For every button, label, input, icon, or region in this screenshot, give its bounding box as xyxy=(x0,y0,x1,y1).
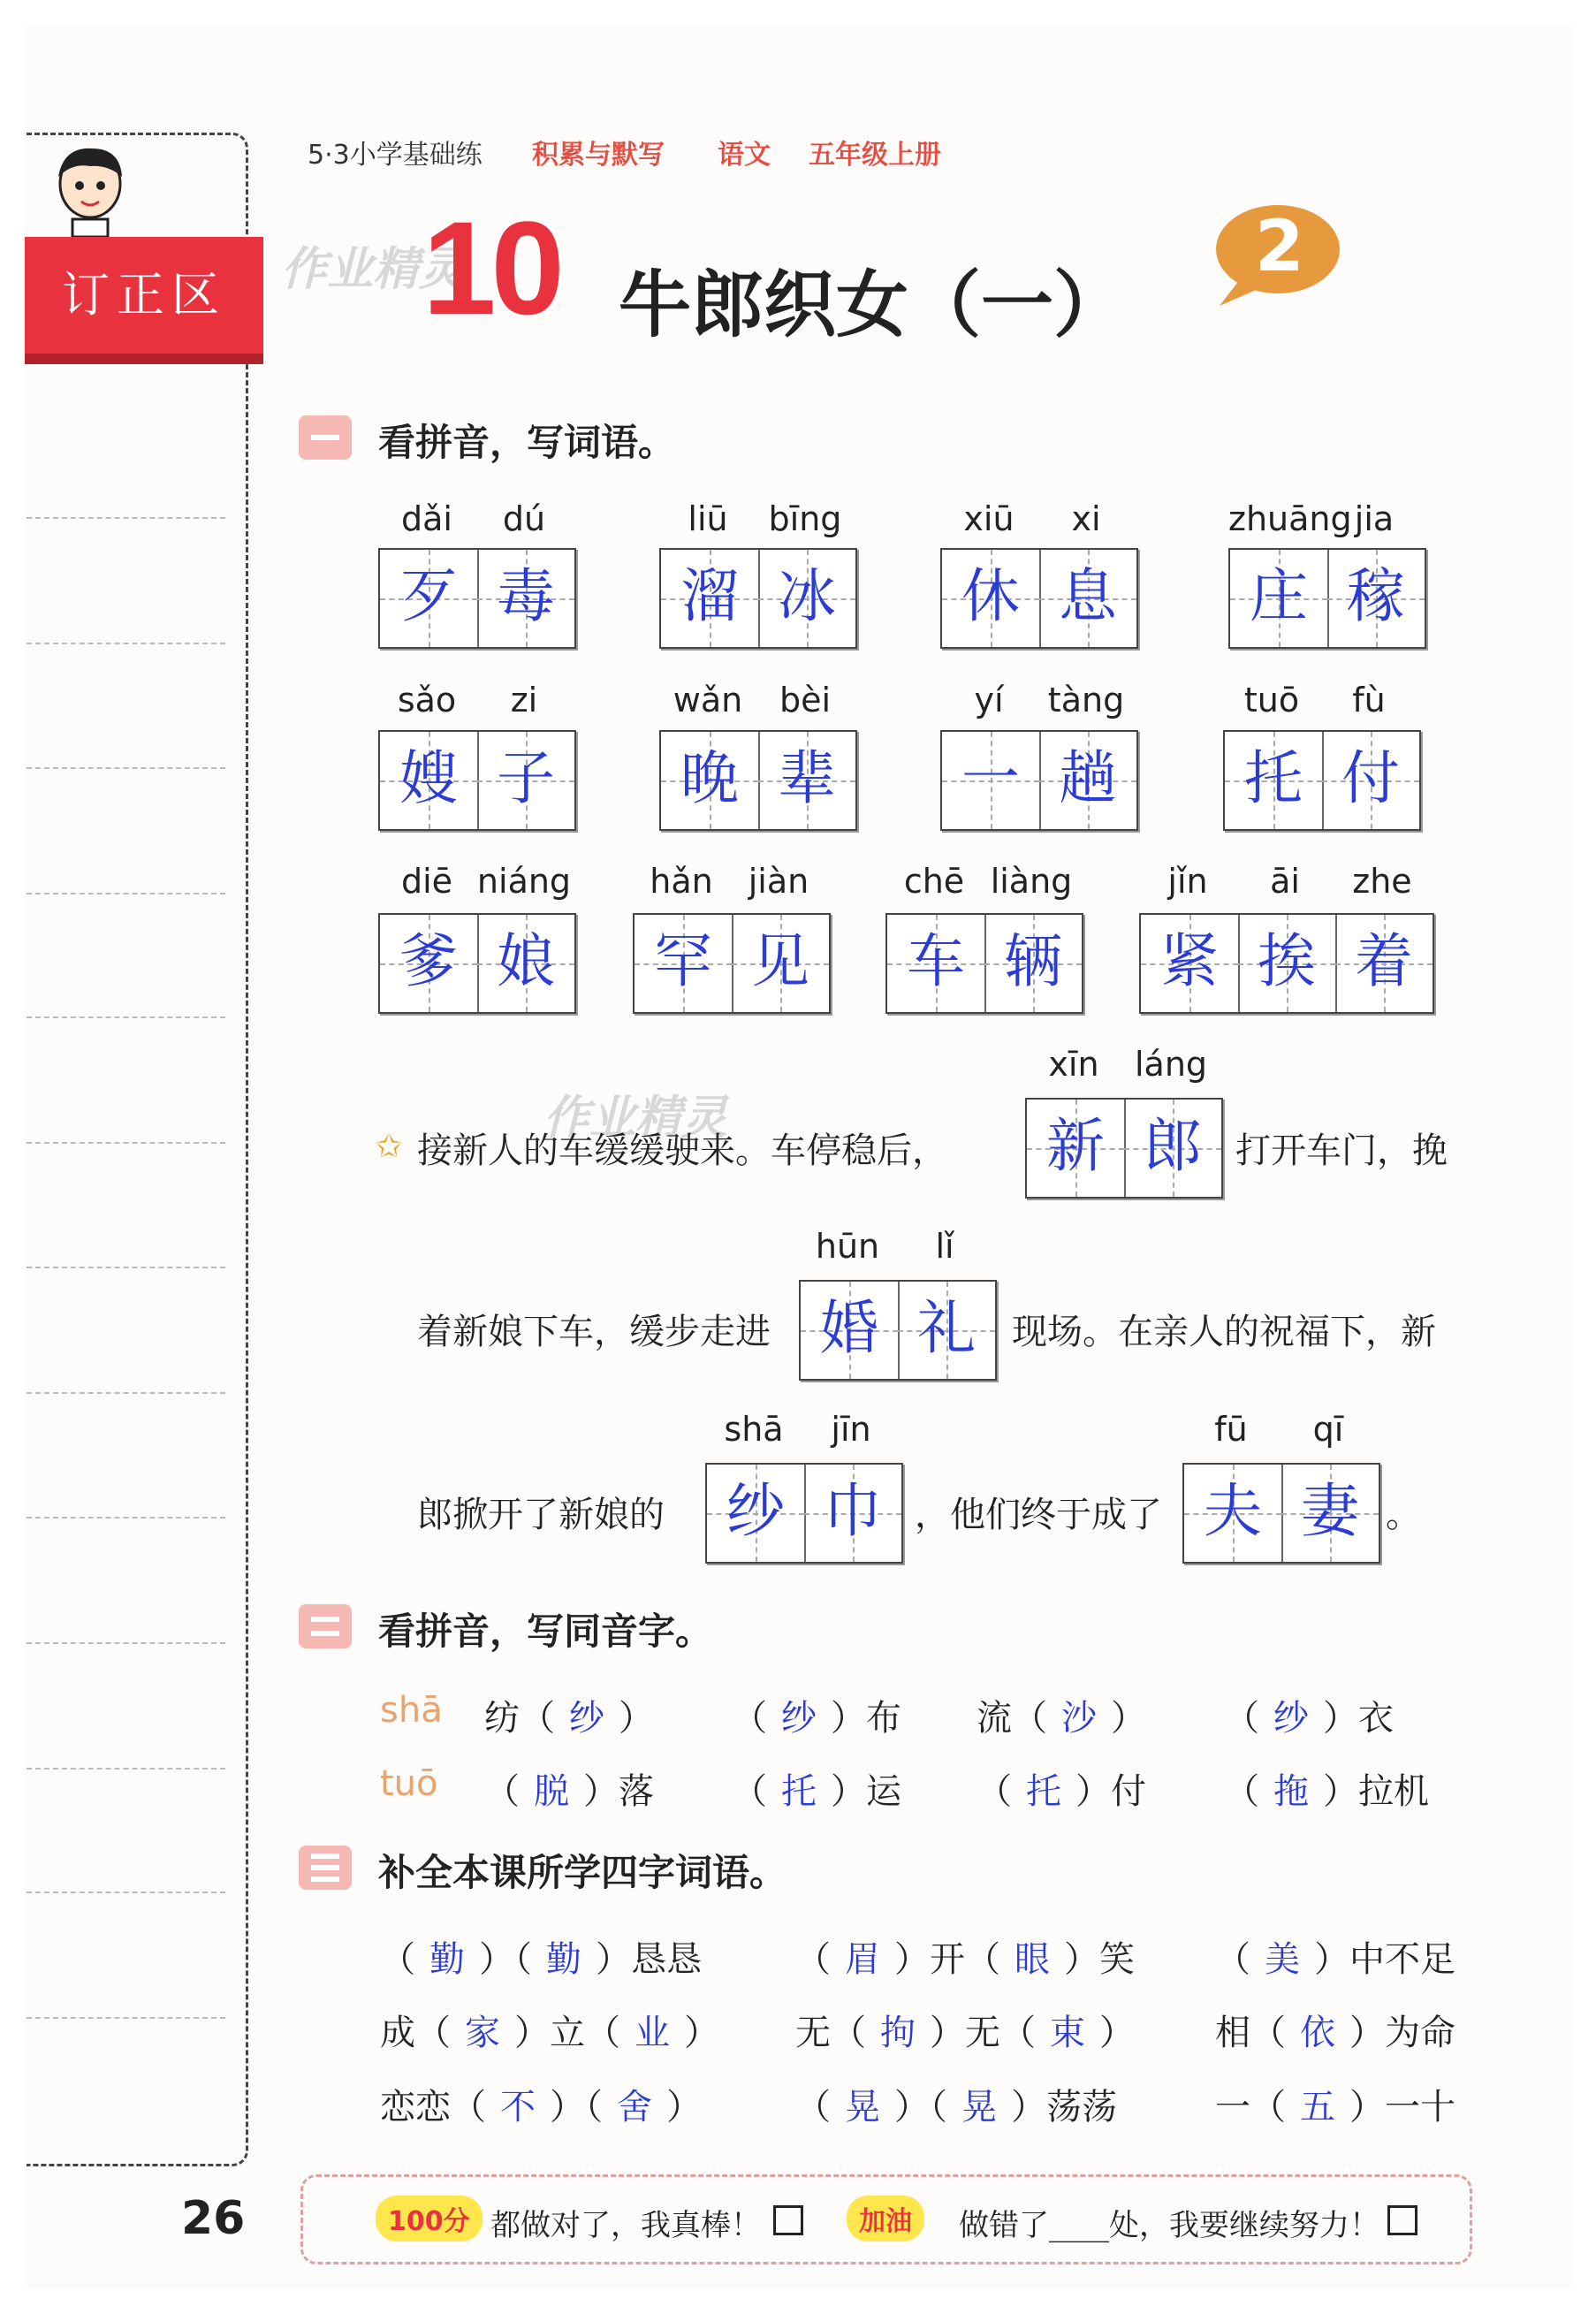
character-cell[interactable] xyxy=(380,732,479,829)
idiom-text: （ xyxy=(380,1939,415,1980)
homophone-item xyxy=(732,1763,901,1814)
star-icon: ✩ xyxy=(376,1129,403,1165)
homophone-pinyin: shā xyxy=(380,1690,443,1731)
character-cell[interactable] xyxy=(1027,1100,1126,1197)
pinyin-label: fù xyxy=(1352,681,1386,719)
homophone-item xyxy=(732,1690,901,1740)
idiom-text: ）（ xyxy=(479,1939,532,1980)
item-text-before: （ xyxy=(977,1771,1012,1812)
pinyin-label: lǐ xyxy=(935,1227,954,1266)
answer-character: 休 xyxy=(961,562,1020,630)
answer-character[interactable]: 纱 xyxy=(569,1698,604,1739)
answer-character: 辈 xyxy=(778,744,836,812)
pinyin-label: zi xyxy=(510,681,538,719)
answer-character: 嫂 xyxy=(399,744,458,812)
answer-character: 溜 xyxy=(680,562,739,630)
character-box xyxy=(378,913,576,1014)
pinyin-label: āi xyxy=(1270,862,1300,901)
pinyin-label: jia xyxy=(1354,499,1395,538)
character-box xyxy=(705,1463,903,1564)
lesson-part-badge xyxy=(1202,202,1343,308)
idiom-text: ）中不足 xyxy=(1314,1939,1455,1980)
lesson-title: 牛郎织女（一） xyxy=(619,263,1127,347)
answer-character: 挨 xyxy=(1258,927,1316,995)
passage-line-2-end: 现场。在亲人的祝福下，新 xyxy=(1012,1312,1436,1352)
pinyin-label: jīn xyxy=(831,1410,871,1449)
pinyin-label: xīn xyxy=(1048,1045,1099,1084)
idiom-text: ）笑 xyxy=(1064,1939,1135,1980)
answer-character: 趟 xyxy=(1059,744,1117,812)
character-cell[interactable] xyxy=(1141,915,1240,1012)
pinyin-label: zhe xyxy=(1352,862,1412,901)
item-text-before: （ xyxy=(484,1771,520,1812)
answer-character: 车 xyxy=(907,927,965,995)
idiom-text: ）一十 xyxy=(1349,2087,1455,2128)
pinyin-label: jǐn xyxy=(1167,862,1208,901)
passage-line-1-start: 接新人的车缓缓驶来。车停稳后， xyxy=(417,1130,947,1171)
item-text-after: ）付 xyxy=(1075,1771,1146,1812)
answer-character: 妻 xyxy=(1301,1477,1359,1545)
answer-character: 付 xyxy=(1341,744,1400,812)
answer-character: 礼 xyxy=(917,1294,976,1362)
item-text-before: （ xyxy=(1224,1698,1259,1739)
passage-line-2-start: 着新娘下车，缓步走进 xyxy=(417,1312,771,1352)
passage-line-1-end: 打开车门，挽 xyxy=(1235,1130,1448,1171)
idiom-text: （ xyxy=(795,2087,831,2128)
character-cell[interactable] xyxy=(1124,1100,1221,1197)
answer-character[interactable]: 托 xyxy=(781,1771,817,1812)
character-cell[interactable] xyxy=(942,732,1041,829)
pinyin-label: shā xyxy=(724,1410,784,1449)
errors-checkbox[interactable] xyxy=(1387,2205,1417,2235)
character-cell[interactable] xyxy=(635,915,733,1012)
answer-character: 爹 xyxy=(399,927,458,995)
lesson-part-number: 2 xyxy=(1255,205,1304,287)
correction-line xyxy=(27,2017,225,2019)
all-correct-checkbox[interactable] xyxy=(773,2205,803,2235)
answer-character: 托 xyxy=(1244,744,1303,812)
answer-character[interactable]: 不 xyxy=(500,2087,536,2128)
idiom-text: 恋恋（ xyxy=(380,2087,486,2128)
pinyin-label: jiàn xyxy=(748,862,809,901)
pinyin-label: xiū xyxy=(963,499,1015,538)
homophone-item xyxy=(1224,1690,1394,1740)
idiom-item xyxy=(1215,2079,1455,2129)
item-text-after: ）运 xyxy=(831,1771,901,1812)
character-box xyxy=(1139,913,1434,1014)
answer-character: 子 xyxy=(497,744,555,812)
all-correct-text: 都做对了，我真棒！ xyxy=(490,2208,761,2243)
character-cell[interactable] xyxy=(1039,550,1136,647)
idiom-text: ）（ xyxy=(894,2087,947,2128)
answer-character: 纱 xyxy=(726,1477,785,1545)
pinyin-label: zhuāng xyxy=(1228,499,1352,538)
correction-line xyxy=(27,643,225,644)
idiom-item xyxy=(380,2079,702,2129)
character-cell[interactable] xyxy=(758,732,855,829)
answer-character: 罕 xyxy=(654,927,712,995)
answer-character: 见 xyxy=(751,927,809,995)
character-box xyxy=(885,913,1083,1014)
character-cell[interactable] xyxy=(661,732,760,829)
series-name: 5·3小学基础练 xyxy=(308,140,483,171)
answer-character[interactable]: 五 xyxy=(1300,2087,1335,2128)
correction-area-label: 订正区 xyxy=(25,237,263,354)
page-number: 26 xyxy=(181,2192,246,2245)
book-name: 积累与默写 xyxy=(532,140,665,171)
character-box xyxy=(940,548,1138,649)
idiom-item xyxy=(795,1931,1135,1982)
character-cell[interactable] xyxy=(984,915,1082,1012)
answer-character: 稼 xyxy=(1347,562,1405,630)
passage-line-3-middle: ，他们终于成了 xyxy=(915,1495,1162,1535)
homophone-item xyxy=(484,1690,654,1740)
correction-line xyxy=(27,1642,225,1644)
idiom-item xyxy=(380,1931,702,1982)
answer-character: 一 xyxy=(961,744,1020,812)
boy-avatar-icon xyxy=(46,141,134,239)
subject-name: 语文 xyxy=(718,140,771,171)
pinyin-label: dǎi xyxy=(401,499,452,538)
pinyin-label: bīng xyxy=(768,499,842,538)
pinyin-label: láng xyxy=(1134,1045,1208,1084)
watermark-top: 作业精灵 xyxy=(281,243,466,296)
answer-character[interactable]: 纱 xyxy=(781,1698,817,1739)
answer-character: 辆 xyxy=(1004,927,1062,995)
character-cell[interactable] xyxy=(1322,732,1419,829)
pinyin-label: tuō xyxy=(1243,681,1300,719)
idiom-text: ）恳恳 xyxy=(596,1939,702,1980)
homophone-pinyin: tuō xyxy=(380,1763,438,1804)
errors-text: 做错了____处，我要继续努力！ xyxy=(959,2208,1379,2243)
answer-character[interactable]: 美 xyxy=(1265,1939,1300,1980)
answer-character[interactable]: 舍 xyxy=(617,2087,652,2128)
idiom-item xyxy=(795,2079,1117,2129)
answer-character: 紧 xyxy=(1160,927,1219,995)
item-text-after: ）落 xyxy=(583,1771,654,1812)
answer-character[interactable]: 勤 xyxy=(546,1939,581,1980)
character-cell[interactable] xyxy=(477,550,574,647)
answer-character[interactable]: 家 xyxy=(465,2013,500,2053)
pinyin-label: hǎn xyxy=(650,862,713,901)
pinyin-label: qī xyxy=(1312,1410,1344,1449)
idiom-item xyxy=(795,2005,1135,2055)
answer-character: 郎 xyxy=(1144,1112,1202,1180)
answer-character[interactable]: 脱 xyxy=(534,1771,569,1812)
pinyin-label: fū xyxy=(1214,1410,1248,1449)
answer-character[interactable]: 晃 xyxy=(961,2087,997,2128)
idiom-text: ）荡荡 xyxy=(1011,2087,1117,2128)
answer-character: 庄 xyxy=(1250,562,1308,630)
character-cell[interactable] xyxy=(1335,915,1433,1012)
pinyin-label: xi xyxy=(1071,499,1101,538)
full-score-badge: 100分 xyxy=(376,2196,483,2242)
section-1-title: 看拼音，写词语。 xyxy=(378,421,676,464)
answer-character: 晚 xyxy=(680,744,739,812)
character-box xyxy=(1182,1463,1380,1564)
section-2-badge xyxy=(299,1604,352,1648)
idiom-text: ） xyxy=(1099,2013,1135,2053)
passage-line-3-end: 。 xyxy=(1386,1495,1421,1535)
character-box xyxy=(659,730,857,831)
answer-character[interactable]: 业 xyxy=(635,2013,670,2053)
idiom-text: ）（ xyxy=(550,2087,603,2128)
answer-character[interactable]: 束 xyxy=(1050,2013,1085,2053)
answer-character[interactable]: 依 xyxy=(1300,2013,1335,2053)
answer-character[interactable]: 眼 xyxy=(1015,1939,1050,1980)
idiom-item xyxy=(1215,1931,1455,1982)
answer-character[interactable]: 晃 xyxy=(845,2087,880,2128)
idiom-text: （ xyxy=(1215,1939,1250,1980)
idiom-text: ） xyxy=(684,2013,719,2053)
correction-sidebar xyxy=(27,133,248,2166)
item-text-after: ）拉机 xyxy=(1323,1771,1429,1812)
answer-character: 息 xyxy=(1059,562,1117,630)
answer-character: 冰 xyxy=(778,562,836,630)
character-cell[interactable] xyxy=(477,915,574,1012)
character-cell[interactable] xyxy=(942,550,1041,647)
idiom-text: ）为命 xyxy=(1349,2013,1455,2053)
correction-line xyxy=(27,1892,225,1893)
character-cell[interactable] xyxy=(1238,915,1337,1012)
section-3-badge xyxy=(299,1846,352,1890)
character-cell[interactable] xyxy=(1225,732,1324,829)
answer-character[interactable]: 托 xyxy=(1026,1771,1061,1812)
pinyin-label: diē xyxy=(400,862,453,901)
pinyin-label: liū xyxy=(688,499,728,538)
correction-line xyxy=(27,1768,225,1770)
answer-character[interactable]: 拘 xyxy=(880,2013,916,2053)
correction-line xyxy=(27,1142,225,1144)
answer-character[interactable]: 沙 xyxy=(1061,1698,1097,1739)
character-box xyxy=(1228,548,1426,649)
correction-line xyxy=(27,767,225,769)
character-cell[interactable] xyxy=(887,915,986,1012)
grade-name: 五年级上册 xyxy=(809,140,941,171)
idiom-text: 相（ xyxy=(1215,2013,1286,2053)
character-cell[interactable] xyxy=(804,1465,901,1562)
pinyin-label: sǎo xyxy=(397,681,457,719)
character-box xyxy=(633,913,831,1014)
answer-character: 新 xyxy=(1046,1112,1105,1180)
item-text-after: ）布 xyxy=(831,1698,901,1739)
character-cell[interactable] xyxy=(1039,732,1136,829)
section-1-badge xyxy=(299,415,352,460)
answer-character: 毒 xyxy=(497,562,555,630)
answer-character[interactable]: 纱 xyxy=(1273,1698,1309,1739)
item-text-before: 流（ xyxy=(977,1698,1047,1739)
cheer-badge: 加油 xyxy=(847,2196,924,2242)
idiom-text: ）开（ xyxy=(894,1939,1000,1980)
answer-character: 婚 xyxy=(820,1294,878,1362)
homophone-item xyxy=(1224,1763,1429,1814)
watermark-middle: 作业精灵 xyxy=(543,1092,728,1145)
character-cell[interactable] xyxy=(1327,550,1425,647)
pinyin-label: chē xyxy=(903,862,965,901)
homophone-item xyxy=(977,1763,1146,1814)
idiom-text: （ xyxy=(795,1939,831,1980)
character-cell[interactable] xyxy=(477,732,574,829)
character-cell[interactable] xyxy=(898,1282,995,1379)
character-cell[interactable] xyxy=(758,550,855,647)
character-box xyxy=(659,548,857,649)
correction-line xyxy=(27,893,225,894)
section-2-title: 看拼音，写同音字。 xyxy=(378,1610,713,1653)
pinyin-label: wǎn xyxy=(673,681,743,719)
character-cell[interactable] xyxy=(1184,1465,1283,1562)
correction-line xyxy=(27,1517,225,1519)
idiom-text: 成（ xyxy=(380,2013,451,2053)
character-box xyxy=(799,1280,997,1381)
homophone-item xyxy=(484,1763,654,1814)
pinyin-label: tàng xyxy=(1047,681,1125,719)
pinyin-label: bèi xyxy=(779,681,832,719)
answer-character: 巾 xyxy=(824,1477,882,1545)
idiom-text: ） xyxy=(666,2087,702,2128)
pinyin-label: hūn xyxy=(815,1227,880,1266)
idiom-text: 无（ xyxy=(795,2013,866,2053)
idiom-text: ）无（ xyxy=(930,2013,1036,2053)
character-cell[interactable] xyxy=(380,550,479,647)
correction-line xyxy=(27,1267,225,1268)
correction-tab-shadow xyxy=(25,354,263,364)
character-cell[interactable] xyxy=(707,1465,806,1562)
item-text-after: ） xyxy=(1111,1698,1146,1739)
answer-character[interactable]: 勤 xyxy=(429,1939,465,1980)
character-cell[interactable] xyxy=(380,915,479,1012)
idiom-item xyxy=(380,2005,719,2055)
item-text-after: ）衣 xyxy=(1323,1698,1394,1739)
section-3-title: 补全本课所学四字词语。 xyxy=(378,1851,787,1894)
item-text-before: （ xyxy=(1224,1771,1259,1812)
idiom-text: ）立（ xyxy=(514,2013,620,2053)
pinyin-label: niáng xyxy=(476,862,572,901)
character-cell[interactable] xyxy=(801,1282,900,1379)
character-cell[interactable] xyxy=(1281,1465,1379,1562)
pinyin-label: yí xyxy=(974,681,1004,719)
character-box xyxy=(378,548,576,649)
character-cell[interactable] xyxy=(661,550,760,647)
item-text-before: 纺（ xyxy=(484,1698,555,1739)
answer-character: 夫 xyxy=(1204,1477,1262,1545)
correction-line xyxy=(27,1016,225,1018)
idiom-text: 一（ xyxy=(1215,2087,1286,2128)
item-text-before: （ xyxy=(732,1698,767,1739)
item-text-after: ） xyxy=(619,1698,654,1739)
correction-line xyxy=(27,1392,225,1394)
pinyin-label: liàng xyxy=(990,862,1073,901)
character-cell[interactable] xyxy=(732,915,829,1012)
character-box xyxy=(378,730,576,831)
lesson-number: 10 xyxy=(422,194,559,342)
correction-line xyxy=(27,517,225,519)
pinyin-label: dú xyxy=(502,499,546,538)
answer-character: 娘 xyxy=(497,927,555,995)
answer-character[interactable]: 拖 xyxy=(1273,1771,1309,1812)
homophone-item xyxy=(977,1690,1146,1740)
idiom-item xyxy=(1215,2005,1455,2055)
answer-character: 歹 xyxy=(399,562,458,630)
passage-line-3-start: 郎掀开了新娘的 xyxy=(417,1495,665,1535)
character-box xyxy=(1025,1098,1223,1199)
character-box xyxy=(1223,730,1421,831)
character-box xyxy=(940,730,1138,831)
item-text-before: （ xyxy=(732,1771,767,1812)
character-cell[interactable] xyxy=(1230,550,1329,647)
answer-character: 着 xyxy=(1355,927,1413,995)
answer-character[interactable]: 眉 xyxy=(845,1939,880,1980)
